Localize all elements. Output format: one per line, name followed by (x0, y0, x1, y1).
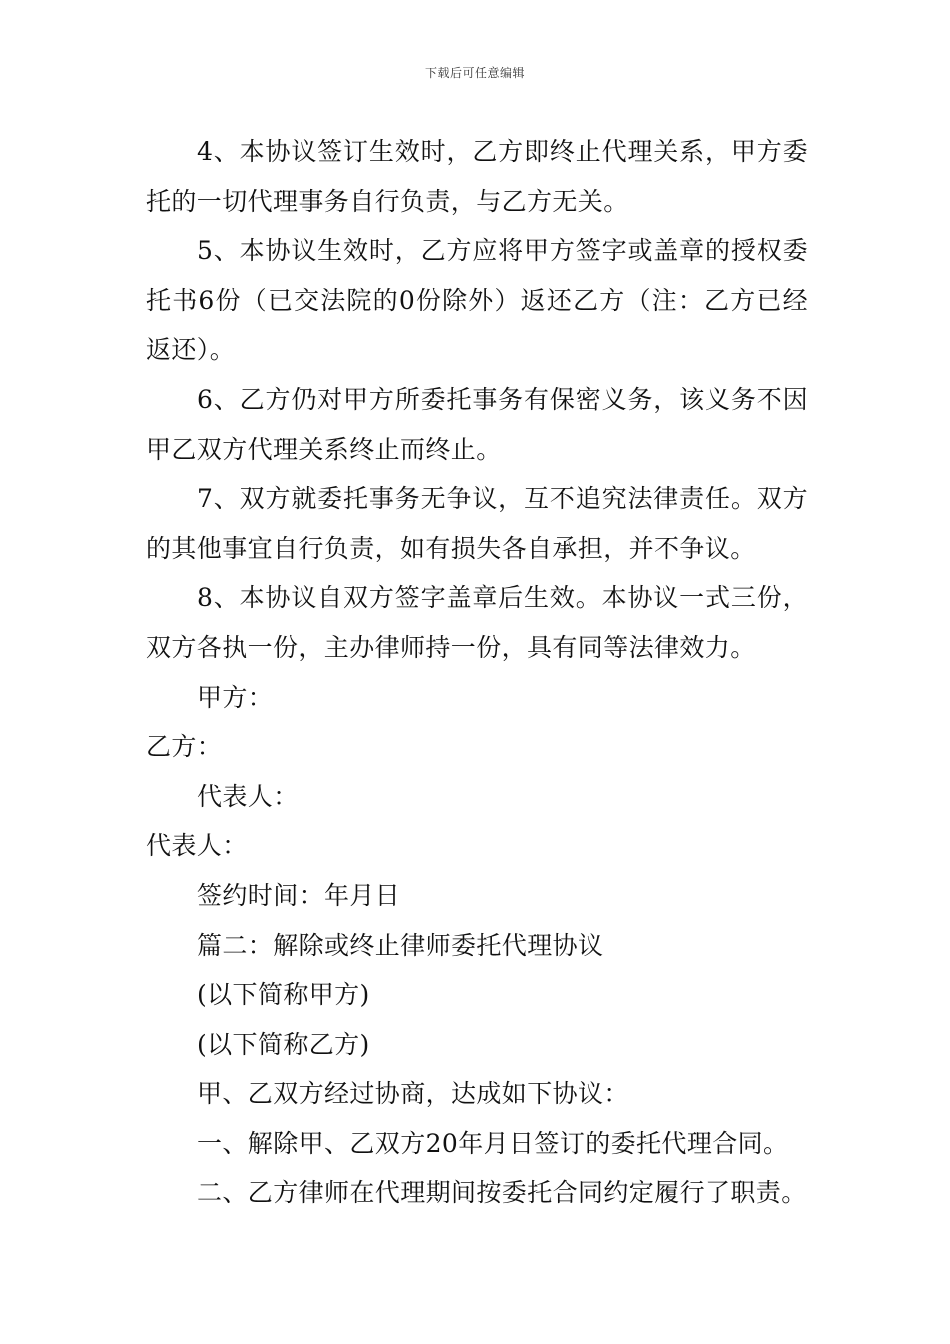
party-b-short-name: (以下简称乙方) (197, 1029, 370, 1059)
clause-8-line-1: 8、本协议自双方签字盖章后生效。本协议一式三份， (197, 583, 808, 613)
article-two: 二、乙方律师在代理期间按委托合同约定履行了职责。 (197, 1178, 807, 1208)
party-b-label: 乙方： (146, 732, 223, 762)
party-b-representative-label: 代表人： (146, 831, 248, 861)
signing-date-label: 签约时间：年月日 (197, 880, 401, 910)
clause-8-line-2: 双方各执一份，主办律师持一份，具有同等法律效力。 (146, 632, 756, 662)
party-a-short-name: (以下简称甲方) (197, 980, 370, 1010)
agreement-intro: 甲、乙双方经过协商，达成如下协议： (197, 1079, 629, 1109)
clause-7-line-1: 7、双方就委托事务无争议，互不追究法律责任。双方 (197, 484, 808, 514)
party-a-representative-label: 代表人： (197, 781, 299, 811)
clause-4-line-2: 托的一切代理事务自行负责，与乙方无关。 (146, 186, 629, 216)
clause-6-line-2: 甲乙双方代理关系终止而终止。 (146, 434, 502, 464)
clause-6-line-1: 6、乙方仍对甲方所委托事务有保密义务，该义务不因 (197, 384, 808, 414)
article-one: 一、解除甲、乙双方20年月日签订的委托代理合同。 (197, 1128, 789, 1158)
clause-7-line-2: 的其他事宜自行负责，如有损失各自承担，并不争议。 (146, 533, 756, 563)
clause-5-line-2: 托书6份（已交法院的0份除外）返还乙方（注：乙方已经 (146, 285, 808, 315)
clause-5-line-1: 5、本协议生效时，乙方应将甲方签字或盖章的授权委 (197, 236, 808, 266)
clause-4-line-1: 4、本协议签订生效时，乙方即终止代理关系，甲方委 (197, 137, 808, 166)
document-body (146, 127, 808, 1218)
clause-5-line-3: 返还）。 (146, 335, 236, 365)
party-a-label: 甲方： (197, 682, 274, 712)
section-two-title: 篇二：解除或终止律师委托代理协议 (197, 930, 604, 960)
page-header: 下载后可任意编辑 (424, 66, 525, 80)
